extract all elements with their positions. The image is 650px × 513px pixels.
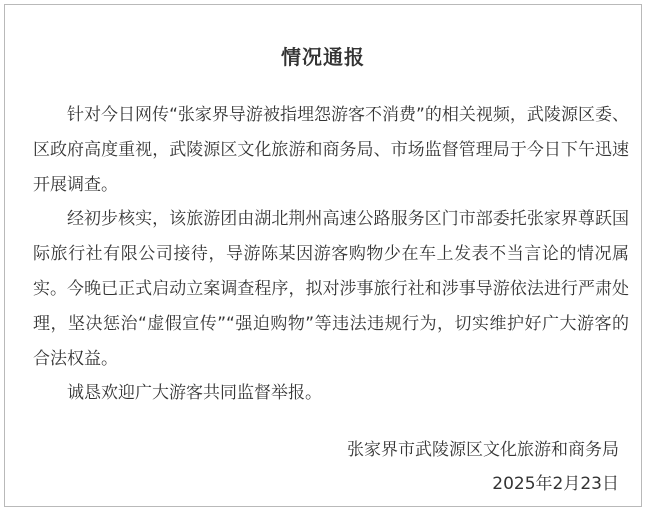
- notice-paragraph: 诚恳欢迎广大游客共同监督举报。: [67, 383, 322, 404]
- notice-title: 情况通报: [281, 45, 365, 69]
- notice-frame: [4, 4, 642, 507]
- notice-paragraph: 针对今日网传“张家界导游被指埋怨游客不消费”的相关视频，武陵源区委、区政府高度重视，武陵源区文化旅游和商务局、市场监督管理局于今日下午迅速开展调查。: [33, 105, 629, 195]
- issuer-name: 张家界市武陵源区文化旅游和商务局: [347, 440, 619, 460]
- issue-date: 2025年2月23日: [492, 474, 619, 494]
- notice-body: [33, 98, 629, 411]
- notice-paragraph: 经初步核实，该旅游团由湖北荆州高速公路服务区门市部委托张家界尊跃国际旅行社有限公司接待，导游陈某因游客购物少在车上发表不当言论的情况属实。今晚已正式启动立案调查程序，拟对涉事旅行社和涉事导游依法进行严肃处理，坚决惩治“虚假宣传”“强迫购物”等违法违规行为，切实维护好广大游客的合法权益。: [33, 209, 629, 369]
- notice-signature: [347, 433, 619, 501]
